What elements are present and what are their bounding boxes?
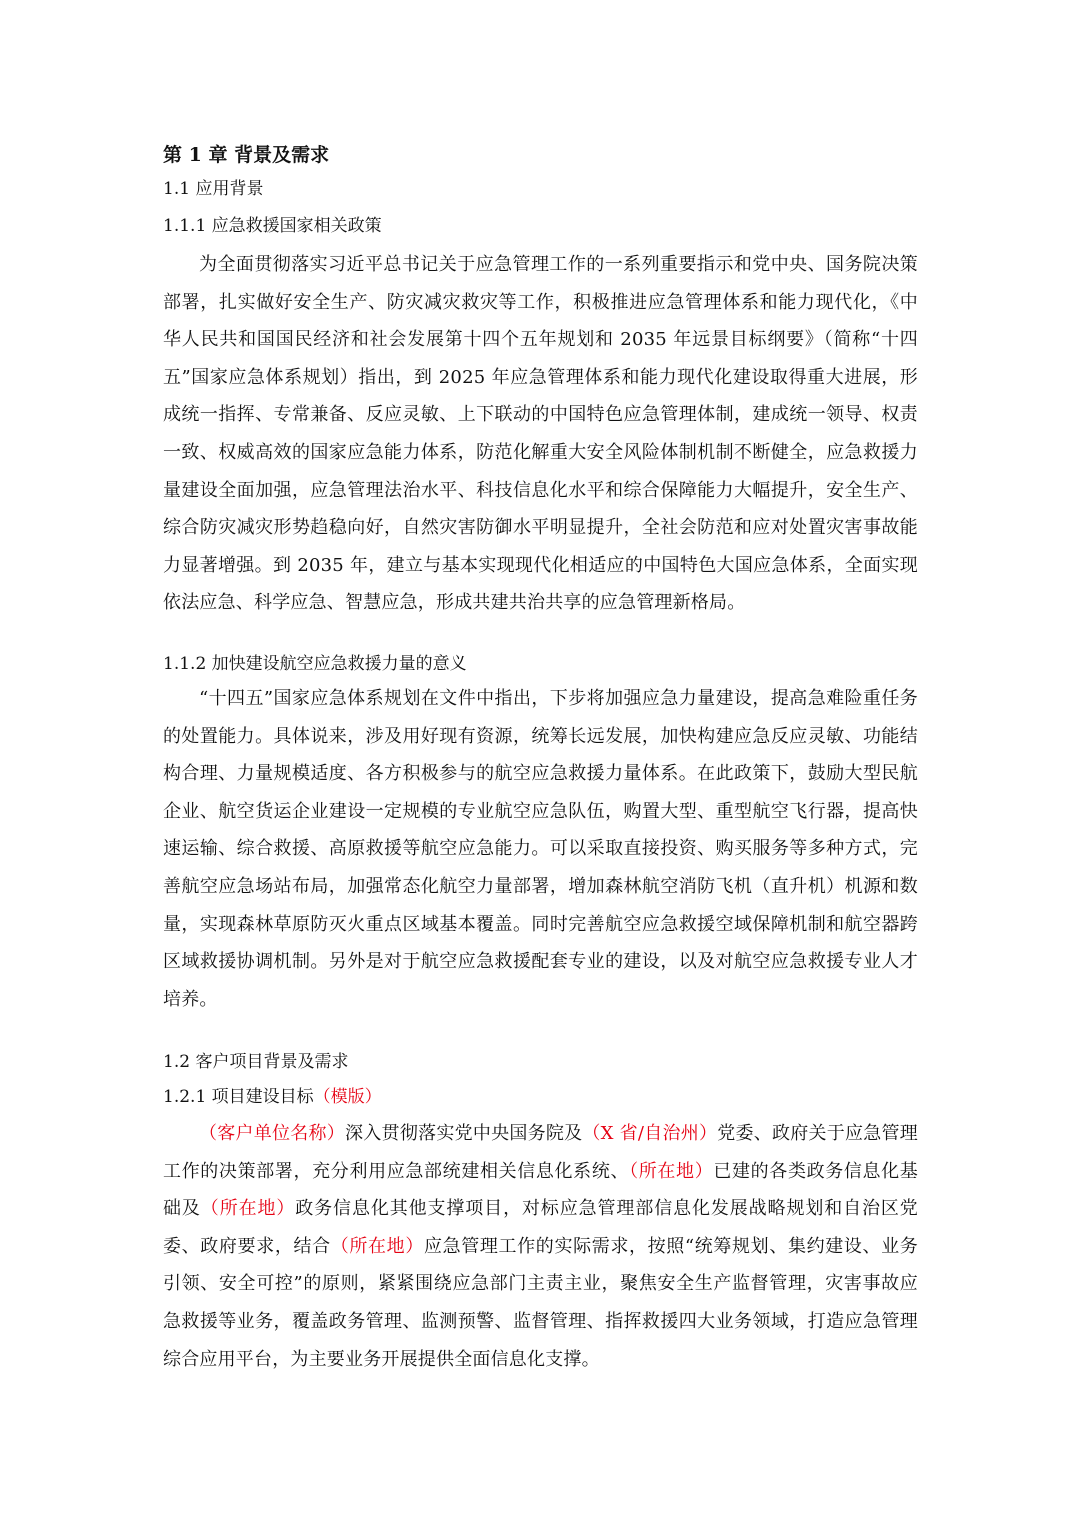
paragraph-project-goal-text-4: 政务信息化其他支撑项目，对标应急管理部信息化发展战略规划和自治区党委、政府要求，结合 bbox=[163, 1198, 919, 1257]
placeholder-location-2: （所在地） bbox=[200, 1198, 296, 1220]
section-heading-1-2-1-text: 1.2.1 项目建设目标 bbox=[163, 1087, 314, 1107]
paragraph-policy: 为全面贯彻落实习近平总书记关于应急管理工作的一系列重要指示和党中央、国务院决策部署，扎实做好安全生产、防灾减灾救灾等工作，积极推进应急管理体系和能力现代化，《中华人民共和国国民经济和社会发展第十四个五年规划和 2035 年远景目标纲要》（简称“十四五”国家应急体系规划）指出，到 2025 年应急管理体系和能力现代化建设取得重大进展，形成统一指挥、专常兼备、反应灵敏、上下联动的中国特色应急管理体制，建成统一领导、权责一致、权威高效的国家应急能力体系，防范化解重大安全风险体制机制不断健全，应急救援力量建设全面加强，应急管理法治水平、科技信息化水平和综合保障能力大幅提升，安全生产、综合防灾减灾形势趋稳向好，自然灾害防御水平明显提升，全社会防范和应对处置灾害事故能力显著增强。到 2035 年，建立与基本实现现代化相适应的中国特色大国应急体系，全面实现依法应急、科学应急、智慧应急，形成共建共治共享的应急管理新格局。 bbox=[163, 254, 918, 614]
paragraph-project-goal-text-3: 已建的各类政务信息化基础及 bbox=[163, 1160, 919, 1220]
paragraph-project-goal-text-5: 应急管理工作的实际需求，按照“统筹规划、集约建设、业务引领、安全可控”的原则，紧紧围绕应急部门主责主业，聚焦安全生产监督管理，灾害事故应急救援等业务，覆盖政务管理、监测预警、监督管理、指挥救援四大业务领域，打造应急管理综合应用平台，为主要业务开展提供全面信息化支撑。 bbox=[163, 1235, 918, 1370]
template-tag: （模版） bbox=[313, 1087, 382, 1107]
paragraph-project-goal bbox=[163, 1115, 918, 1378]
section-heading-1-1-1: 1.1.1 应急救援国家相关政策 bbox=[163, 216, 382, 236]
section-heading-1-1: 1.1 应用背景 bbox=[163, 179, 264, 199]
paragraph-project-goal-text-2: 党委、政府关于应急管理工作的决策部署，充分利用应急部统建相关信息化系统、 bbox=[163, 1123, 918, 1182]
placeholder-location-1: （所在地） bbox=[629, 1160, 714, 1182]
placeholder-province: （X 省/自治州） bbox=[582, 1123, 718, 1144]
section-heading-1-1-2: 1.1.2 加快建设航空应急救援力量的意义 bbox=[163, 654, 467, 674]
placeholder-location-3: （所在地） bbox=[330, 1235, 424, 1257]
paragraph-aviation-significance: “十四五”国家应急体系规划在文件中指出，下步将加强应急力量建设，提高急难险重任务的处置能力。具体说来，涉及用好现有资源，统筹长远发展，加快构建应急反应灵敏、功能结构合理、力量规模适度、各方积极参与的航空应急救援力量体系。在此政策下，鼓励大型民航企业、航空货运企业建设一定规模的专业航空应急队伍，购置大型、重型航空飞行器，提高快速运输、综合救援、高原救援等航空应急能力。可以采取直接投资、购买服务等多种方式，完善航空应急场站布局，加强常态化航空力量部署，增加森林航空消防飞机（直升机）机源和数量，实现森林草原防灭火重点区域基本覆盖。同时完善航空应急救援空域保障机制和航空器跨区域救援协调机制。另外是对于航空应急救援配套专业的建设，以及对航空应急救援专业人才培养。 bbox=[163, 688, 918, 1010]
chapter-title: 第 1 章 背景及需求 bbox=[163, 144, 330, 166]
section-heading-1-2-1 bbox=[163, 1083, 382, 1111]
paragraph-project-goal-text-1: 深入贯彻落实党中央国务院及 bbox=[345, 1123, 583, 1144]
placeholder-customer-name: （客户单位名称） bbox=[199, 1123, 346, 1144]
section-heading-1-2: 1.2 客户项目背景及需求 bbox=[163, 1052, 349, 1072]
